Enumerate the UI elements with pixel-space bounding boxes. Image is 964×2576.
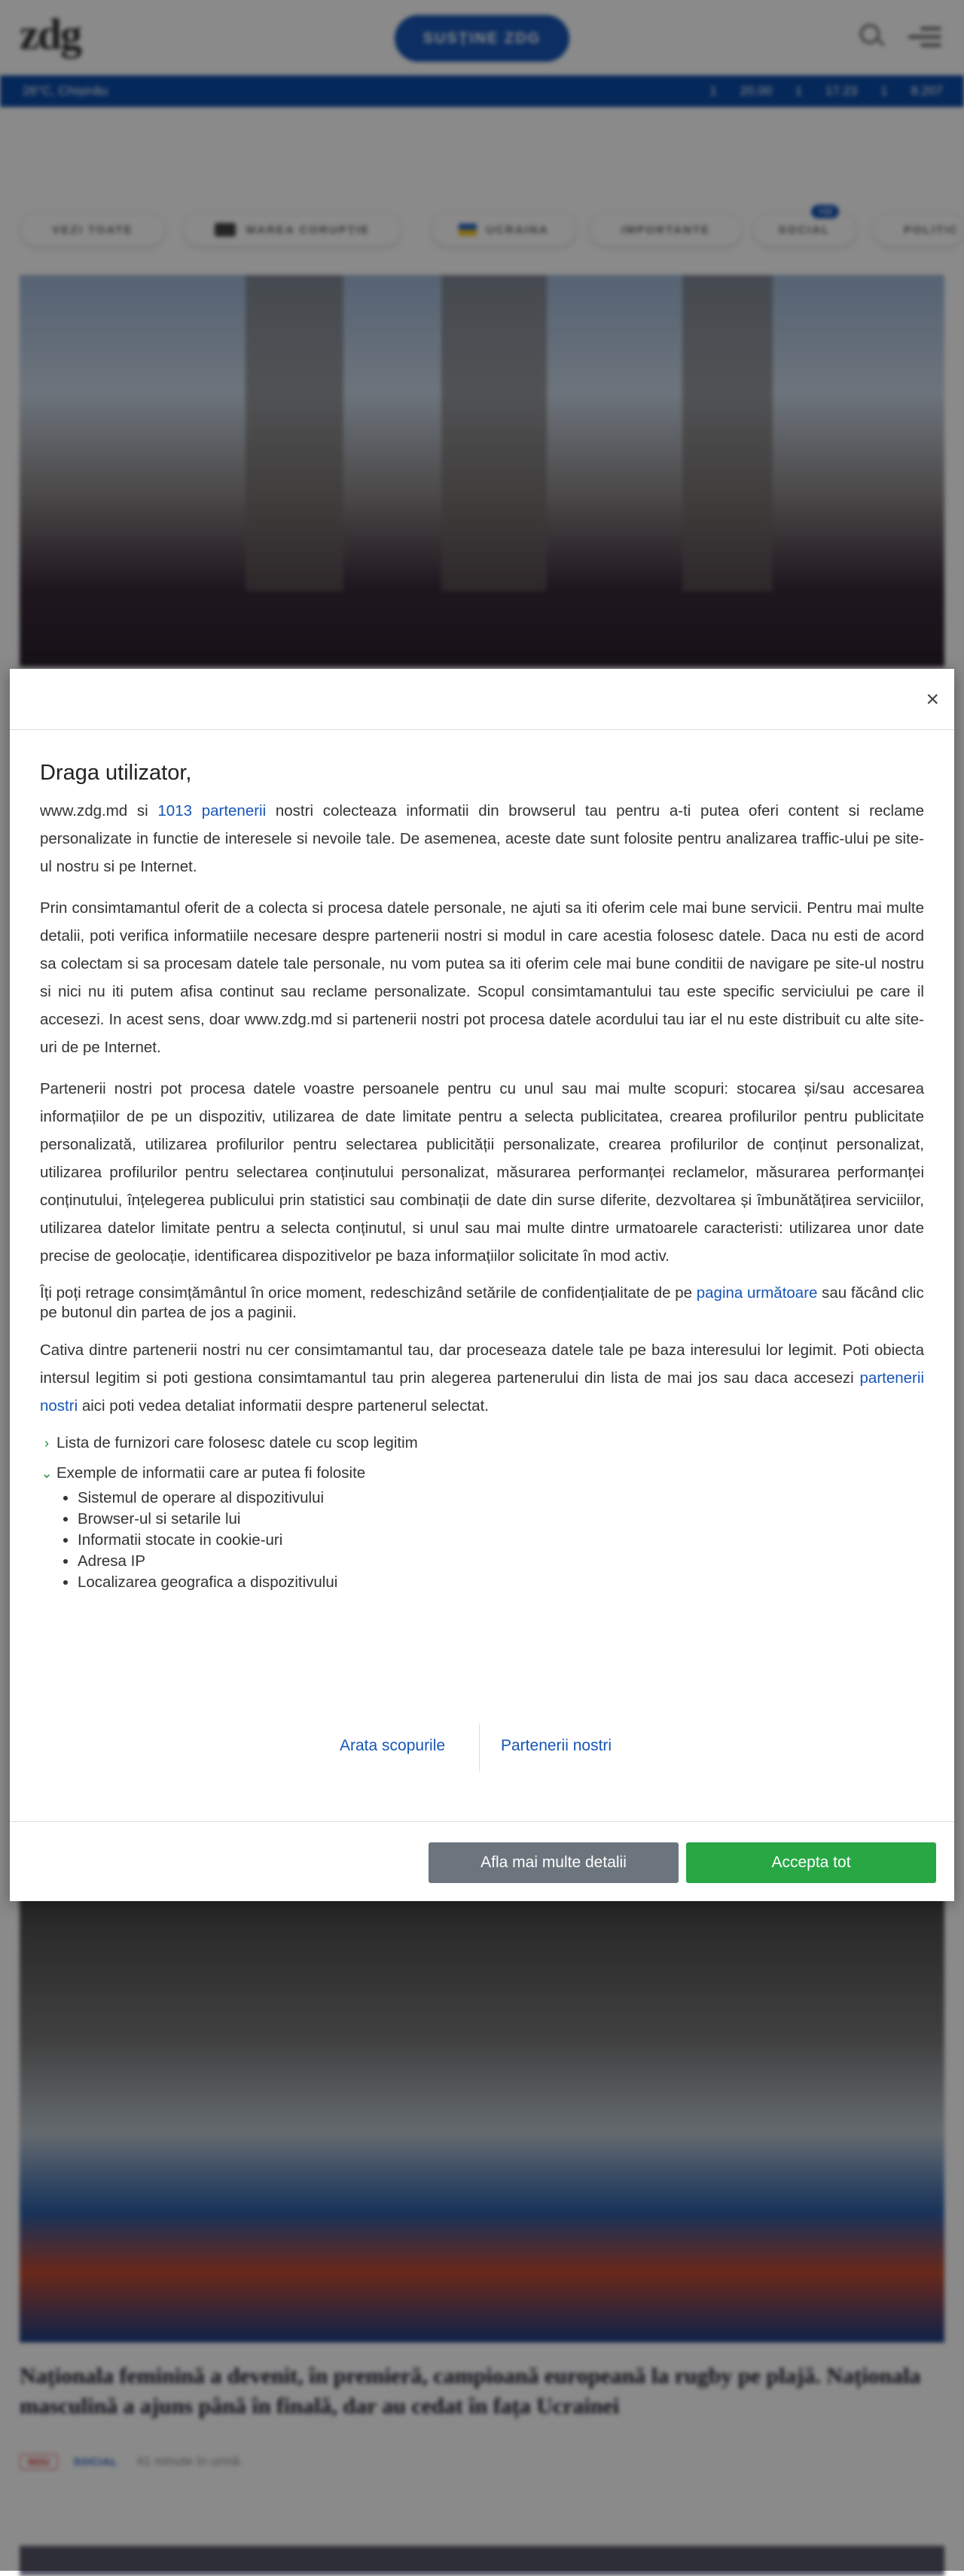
list-item: • Informatii stocate in cookie-uri <box>78 1530 924 1551</box>
divider <box>479 1723 480 1772</box>
rate-1: 1 20.00 <box>709 84 773 98</box>
divider <box>10 729 954 730</box>
divider <box>10 1821 954 1822</box>
our-partners-link[interactable]: Partenerii nostri <box>501 1737 612 1754</box>
close-button[interactable]: × <box>926 687 939 712</box>
consent-paragraph-5: Cativa dintre partenerii nostri nu cer consimtamantul tau, dar proceseaza datele tale pe baza interesului lor legimit. Poti obiecta intersul legitim si poti gestiona consimtamantul tau prin alegerea partenerului din lista de mai jos sau daca accesezi partenerii nostri aici poti vedea detaliat informatii despre partenerul selectat. <box>40 1341 924 1415</box>
accordion-group <box>40 1433 924 1593</box>
examples-list <box>40 1488 924 1593</box>
consent-modal <box>10 669 954 1901</box>
accordion-label: Lista de furnizori care folosesc datele cu scop legitim <box>56 1434 418 1451</box>
consent-paragraph-3: Partenerii nostri pot procesa datele voastre persoanele pentru cu unul sau mai multe scopuri: stocarea și/sau accesarea informațiilor de pe un dispozitiv, utilizarea de date limitate pentru a selecta publicitatea, crearea profilurilor pentru publicitate personalizată, utilizarea profilurilor pentru selectarea publicității personalizate, crearea profilurilor de conținut personalizat, utilizarea profilurilor pentru selectarea conținutului personalizat, măsurarea performanței reclamelor, măsurarea performanței conținutului, înțelegerea publicului prin statistici sau combinații de date din surse diferite, dezvoltarea și îmbunătățirea serviciilor, utilizarea datelor limitate pentru a selecta conținutul, si unul sau mai multe dintre urmatoarele caracteristi: utilizarea unor date precise de geolocație, identificarea dispozitivelor pe baza informațiilor solicitate în mod activ. <box>40 1080 924 1265</box>
rate-3: 1 8.207 <box>880 84 943 98</box>
rate-2: 1 17.23 <box>795 84 858 98</box>
accordion-label: Exemple de informatii care ar putea fi folosite <box>56 1464 366 1482</box>
count-badge: +12 <box>811 205 839 218</box>
category-label: IMPORTANTE <box>621 223 711 237</box>
more-details-button[interactable]: Afla mai multe detalii <box>429 1842 679 1883</box>
category-label: POLITIC <box>904 223 959 237</box>
category-tag[interactable]: SOCIAL <box>73 2455 118 2468</box>
article-time: 41 minute în urmă <box>136 2454 240 2468</box>
article-title[interactable]: Naționala feminină a devenit, în premieră, campioană europeană la rugby pe plajă. Naționala masculină a ajuns până în finală, dar au cedat în fața Ucrainei <box>20 2364 921 2419</box>
list-item: • Browser-ul si setarile lui <box>78 1509 924 1530</box>
consent-paragraph-2: Prin consimtamantul oferit de a colecta si procesa datele personale, ne ajuti sa iti oferim cele mai bune servicii. Pentru mai multe detalii, poti verifica informatiile necesare despre partenerii nostri si modul in care acestia folosesc datele. Daca nu esti de acord sa colectam si sa procesam datele tale personale, nu vom putea sa iti oferim cele mai bune conditii de navigare pe site-ul nostru si nici nu iti putem afisa continut sau reclame personalizate. Scopul consimtamantului tau este specific serviciului pe care il accesezi. In acest sens, doar www.zdg.md si partenerii nostri pot procesa datele acordului tau iar el nu este distribuit cu alte site-uri de pe Internet. <box>40 899 924 1056</box>
next-page-link[interactable]: pagina următoare <box>696 1284 818 1302</box>
support-button[interactable]: SUSȚINE ZDG <box>395 15 569 62</box>
new-tag: NOU <box>20 2454 58 2470</box>
modal-links-row <box>10 1723 954 1772</box>
our-partners-inline-link[interactable]: partenerii nostri <box>40 1369 924 1415</box>
partners-count-link[interactable]: 1013 partenerii <box>157 802 267 819</box>
show-purposes-link[interactable]: Arata scopurile <box>340 1737 446 1754</box>
info-examples-accordion[interactable] <box>40 1463 924 1483</box>
list-item: • Sistemul de operare al dispozitivului <box>78 1488 924 1509</box>
accept-all-button[interactable]: Accepta tot <box>686 1842 936 1883</box>
category-label: SOCIAL <box>778 223 831 237</box>
category-label: MAREA CORUPȚIE <box>246 223 371 237</box>
consent-heading: Draga utilizator, <box>40 761 192 785</box>
legit-vendors-accordion[interactable] <box>40 1433 924 1453</box>
consent-body <box>40 759 924 1593</box>
list-item: • Adresa IP <box>78 1551 924 1572</box>
site-logo[interactable]: zdg <box>20 10 81 59</box>
chevron-down-icon: ⌄ <box>41 1466 53 1481</box>
chevron-right-icon: › <box>44 1436 49 1451</box>
category-label: UCRAINA <box>486 223 549 237</box>
consent-paragraph-4: Îți poți retrage consimțământul în orice moment, redeschizând setările de confidențialitate de pe pagina următoare sau făcând clic pe butonul din partea de jos a paginii. <box>40 1284 924 1321</box>
category-label: VEZI TOATE <box>52 223 133 237</box>
list-item: • Localizarea geografica a dispozitivului <box>78 1572 924 1593</box>
weather-text: 26°C, Chișinău <box>23 84 108 98</box>
consent-paragraph-1: www.zdg.md si 1013 partenerii nostri colecteaza informatii din browserul tau pentru a-ti putea oferi content si reclame personalizate in functie de interesele si nevoile tale. De asemenea, aceste date sunt folosite pentru analizarea traffic-ului pe site-ul nostru si pe Internet. <box>40 802 924 875</box>
